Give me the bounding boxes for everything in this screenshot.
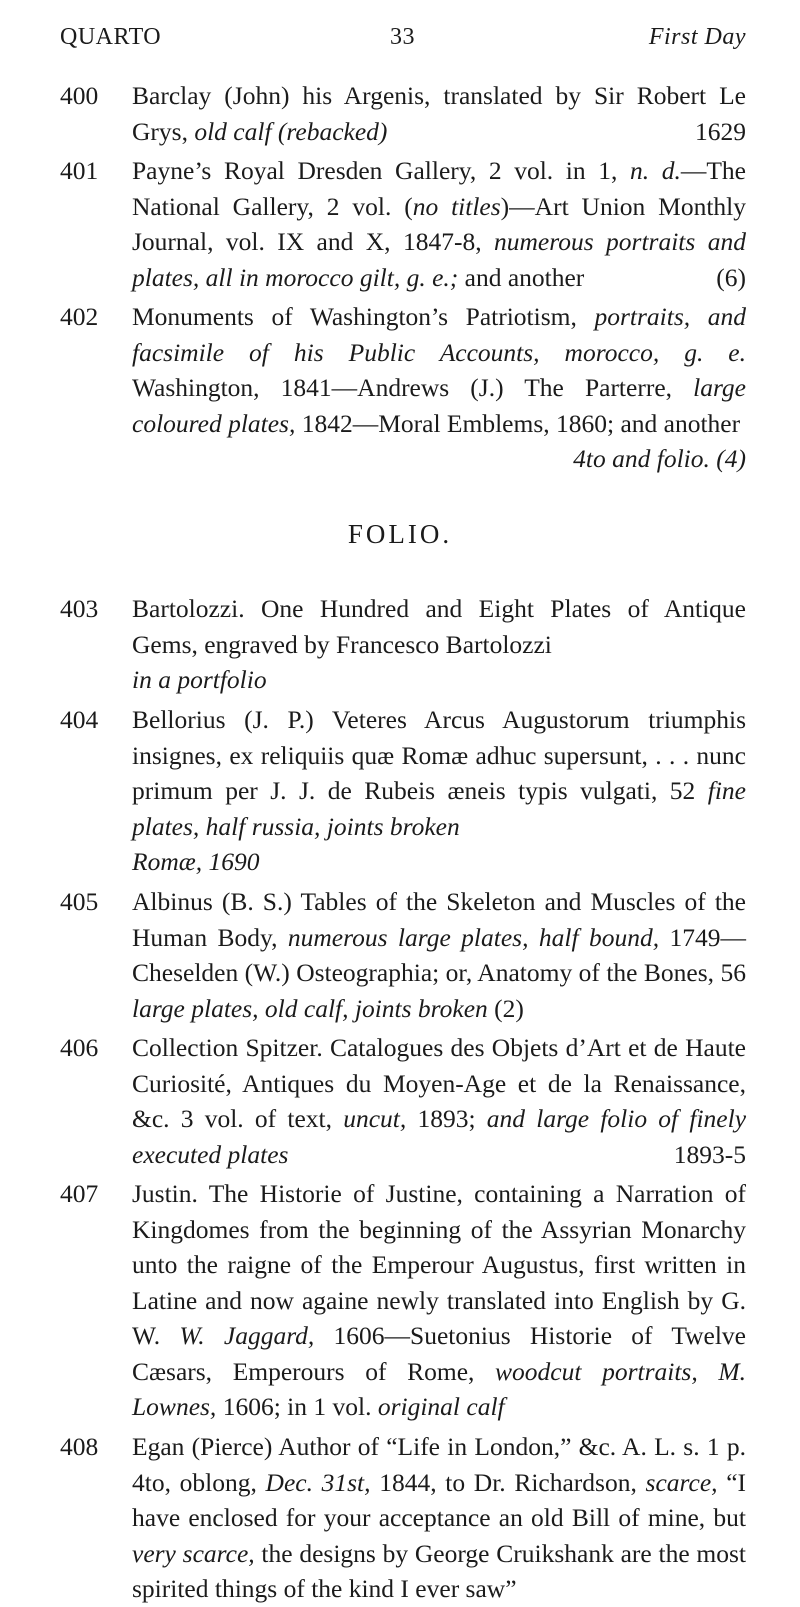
lot-entry: [60, 884, 746, 1026]
lot-text-run: Bellorius (J. P.) Veteres Arcus Augustorum triumphis insignes, ex reliquiis quæ Romæ adhuc supersunt, . . . nunc primum per J. J. de Rubeis æneis typis vulgati, 52: [132, 705, 746, 805]
lot-number: 400: [60, 81, 99, 110]
lot-italic-run: portraits, and facsimile of his Public Accounts, morocco, g. e.: [132, 302, 746, 367]
lot-entry: [60, 1030, 746, 1172]
lot-number: 402: [60, 302, 99, 331]
lot-number: 405: [60, 887, 99, 916]
lot-text-run: 1606—Suetonius Historie of Twelve Cæsars, Emperours of Rome,: [132, 1321, 747, 1386]
lot-number: 404: [60, 705, 99, 734]
lot-date: 1893-5: [673, 1139, 746, 1169]
lot-description: [132, 884, 746, 1026]
lot-text-run: 1842—Moral Emblems, 1860; and another: [295, 408, 741, 438]
lot-italic-run: n. d.: [629, 156, 681, 185]
lot-italic-run: original calf: [377, 1392, 505, 1421]
lot-description: [132, 78, 746, 149]
lot-text-run: 1749—Cheselden (W.) Osteographia; or, Anatomy of the Bones, 56: [132, 922, 746, 987]
lot-text-run: Egan (Pierce) Author of “Life in London,” &c. A. L. s. 1 p. 4to, oblong,: [132, 1432, 746, 1497]
lot-date: 1629: [695, 116, 746, 146]
lot-text-run: the designs by George Cruikshank are the most spirited things of the kind I ever saw”: [132, 1538, 747, 1603]
lot-text-run: 1893;: [406, 1104, 487, 1133]
lot-text-run: Monuments of Washington’s Patriotism,: [132, 302, 595, 331]
lot-description: [132, 1176, 746, 1425]
lot-italic-run: Dec. 31st,: [265, 1467, 371, 1497]
lot-italic-run: no titles: [412, 191, 501, 221]
lot-number: 407: [60, 1179, 99, 1208]
lot-italic-run: W. Jaggard,: [179, 1321, 315, 1350]
lot-entry: [60, 702, 746, 880]
lot-entry: [60, 299, 746, 477]
lot-description: [132, 1030, 746, 1172]
lot-text-run: Collection Spitzer. Catalogues des Objets d’Art et de Haute Curiosité, Antiques du Moyen-Age et de la Renaissance, &c. 3 vol. of text,: [132, 1033, 746, 1133]
lot-description: [132, 702, 746, 880]
lot-text-run: and another: [458, 262, 585, 292]
lot-italic-run: very scarce,: [132, 1538, 255, 1568]
lot-text-run: “I have enclosed for your acceptance an old Bill of mine, but: [132, 1467, 747, 1532]
lot-text-run: Justin. The Historie of Justine, containing a Narration of Kingdomes from the beginning of the Assyrian Monarchy unto the raigne of the Emperour Augustus, first written in Latine and now againe newly translated into English by G. W.: [132, 1179, 746, 1350]
lot-description: [132, 299, 746, 473]
lot-text-run: Payne’s Royal Dresden Gallery, 2 vol. in 1,: [132, 156, 630, 185]
page-number: 33: [390, 24, 415, 50]
section-heading: FOLIO.: [347, 519, 453, 549]
lot-date: 4to and folio. (4): [573, 444, 746, 473]
lot-description: [132, 591, 746, 698]
lot-text-run: )—Art Union Monthly Journal, vol. IX and X, 1847-8,: [132, 191, 746, 256]
lot-italic-run: numerous portraits and plates, all in morocco gilt, g. e.;: [132, 227, 746, 292]
lot-italic-run: uncut,: [343, 1104, 407, 1133]
lot-text-run: —The National Gallery, 2 vol. (: [132, 156, 747, 221]
lot-number: 403: [60, 594, 99, 623]
lot-description: [132, 153, 746, 295]
lot-number: 406: [60, 1033, 99, 1062]
running-head-left: QUARTO: [60, 24, 162, 50]
lot-date: (6): [716, 262, 746, 292]
lot-italic-run: scarce,: [645, 1467, 718, 1497]
lot-text-run: Barclay (John) his Argenis, translated by Sir Robert Le Grys,: [132, 81, 746, 146]
lot-imprint: Romæ, 1690: [132, 847, 260, 876]
lot-entry: [60, 1429, 746, 1607]
lot-italic-run: old calf (rebacked): [194, 116, 388, 146]
lot-entry: [60, 153, 746, 295]
lot-italic-run: woodcut portraits, M. Lownes,: [132, 1356, 746, 1421]
lot-text-run: 1844, to Dr. Richardson,: [370, 1467, 646, 1497]
lot-text-run: Albinus (B. S.) Tables of the Skeleton and Muscles of the Human Body,: [132, 887, 746, 952]
lot-text-run: Washington, 1841—Andrews (J.) The Parterre,: [132, 373, 694, 402]
running-head-right: First Day: [648, 24, 746, 50]
lot-italic-run: large coloured plates,: [132, 373, 746, 438]
lot-italic-run: fine plates, half russia, joints broken: [132, 776, 746, 841]
lot-text-run: 1606; in 1 vol.: [216, 1392, 378, 1421]
lot-number: 408: [60, 1432, 99, 1461]
running-head: [60, 24, 746, 56]
lot-entry: [60, 591, 746, 698]
lot-italic-run: and large folio of finely executed plates: [132, 1104, 747, 1169]
lot-text-run: (2): [487, 993, 524, 1023]
lot-number: 401: [60, 156, 99, 185]
lot-entry: [60, 1176, 746, 1425]
lot-entry: [60, 78, 746, 149]
lot-text-run: Bartolozzi. One Hundred and Eight Plates of Antique Gems, engraved by Francesco Bartolozzi: [132, 594, 746, 659]
lot-italic-run: numerous large plates, half bound,: [287, 922, 660, 952]
lot-italic-run: large plates, old calf, joints broken: [132, 993, 488, 1023]
lot-description: [132, 1429, 746, 1607]
lot-imprint: in a portfolio: [132, 665, 267, 694]
